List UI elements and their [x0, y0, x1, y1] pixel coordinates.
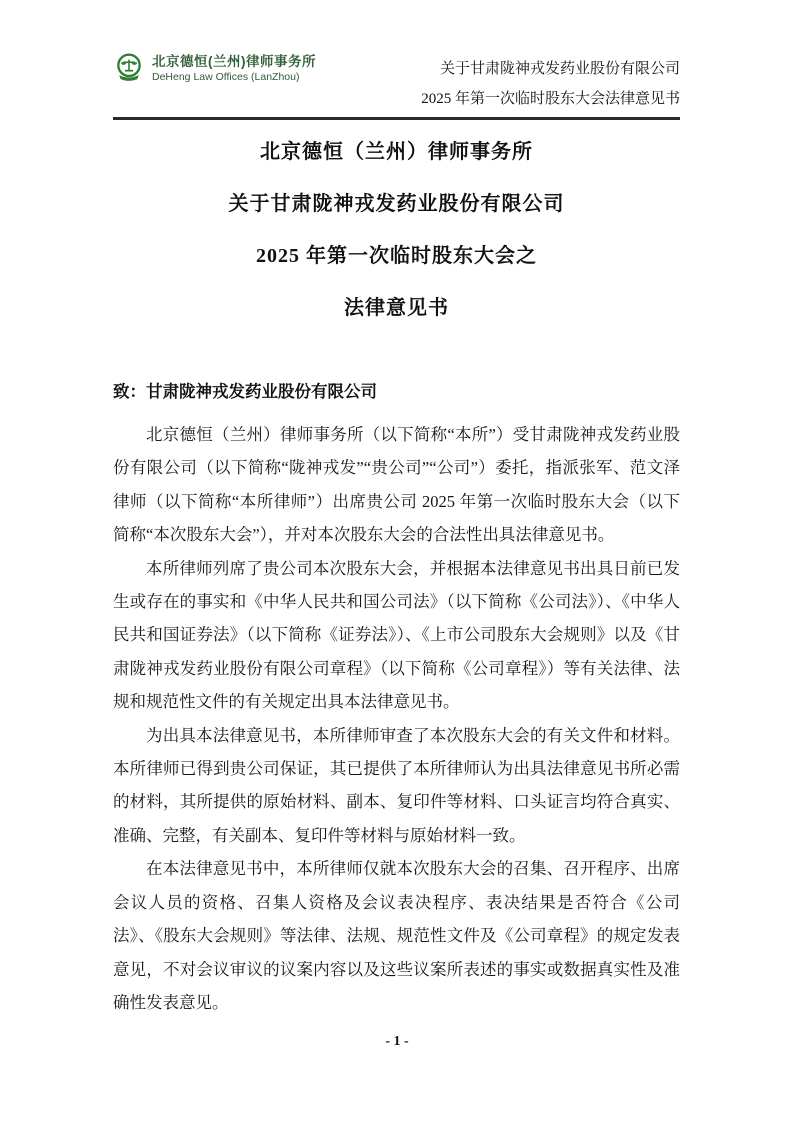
header-divider: [113, 117, 680, 120]
title-line-4: 法律意见书: [344, 297, 449, 319]
doc-ref-line-1: 关于甘肃陇神戎发药业股份有限公司: [439, 61, 680, 77]
title-line-3: 2025 年第一次临时股东大会之: [256, 245, 537, 267]
document-title: [113, 138, 680, 322]
document-reference: [421, 52, 680, 114]
body-paragraph: 本所律师列席了贵公司本次股东大会，并根据本法律意见书出具日前已发生或存在的事实和《中华人民共和国公司法》（以下简称《公司法》）、《中华人民共和国证券法》（以下简称《证券法》）、《上市公司股东大会规则》以及《甘肃陇神戎发药业股份有限公司章程》（以下简称《公司章程》）等有关法律、法规和规范性文件的有关规定出具本法律意见书。: [113, 558, 680, 712]
firm-name-block: [152, 52, 316, 84]
deheng-seal-icon: [113, 52, 145, 84]
doc-ref-line-2: 2025 年第一次临时股东大会法律意见书: [421, 91, 680, 107]
body-paragraph: 北京德恒（兰州）律师事务所（以下简称“本所”）受甘肃陇神戎发药业股份有限公司（以下简称“陇神戎发”“贵公司”“公司”）委托，指派张军、范文泽律师（以下简称“本所律师”）出席贵公司 2025 年第一次临时股东大会（以下简称“本次股东大会”），并对本次股东大会的合法性出具法律意见书。: [113, 425, 680, 545]
body-paragraph: 为出具本法律意见书，本所律师审查了本次股东大会的有关文件和材料。本所律师已得到贵公司保证，其已提供了本所律师认为出具法律意见书所必需的材料，其所提供的原始材料、副本、复印件等材料、口头证言均符合真实、准确、完整，有关副本、复印件等材料与原始材料一致。: [113, 725, 680, 845]
salutation: 致：甘肃陇神戎发药业股份有限公司: [113, 382, 377, 401]
page-number: - 1 -: [385, 1034, 409, 1049]
body-paragraph: 在本法律意见书中，本所律师仅就本次股东大会的召集、召开程序、出席会议人员的资格、召集人资格及会议表决程序、表决结果是否符合《公司法》、《股东大会规则》等法律、法规、规范性文件及《公司章程》的规定发表意见，不对会议审议的议案内容以及这些议案所表述的事实或数据真实性及准确性发表意见。: [113, 859, 680, 1012]
title-line-2: 关于甘肃陇神戎发药业股份有限公司: [228, 193, 565, 215]
title-line-1: 北京德恒（兰州）律师事务所: [260, 141, 533, 163]
page-header: [113, 0, 680, 114]
law-firm-brand: [113, 52, 316, 84]
firm-name-en: DeHeng Law Offices (LanZhou): [152, 71, 300, 83]
firm-name-cn: 北京德恒(兰州)律师事务所: [152, 54, 316, 69]
